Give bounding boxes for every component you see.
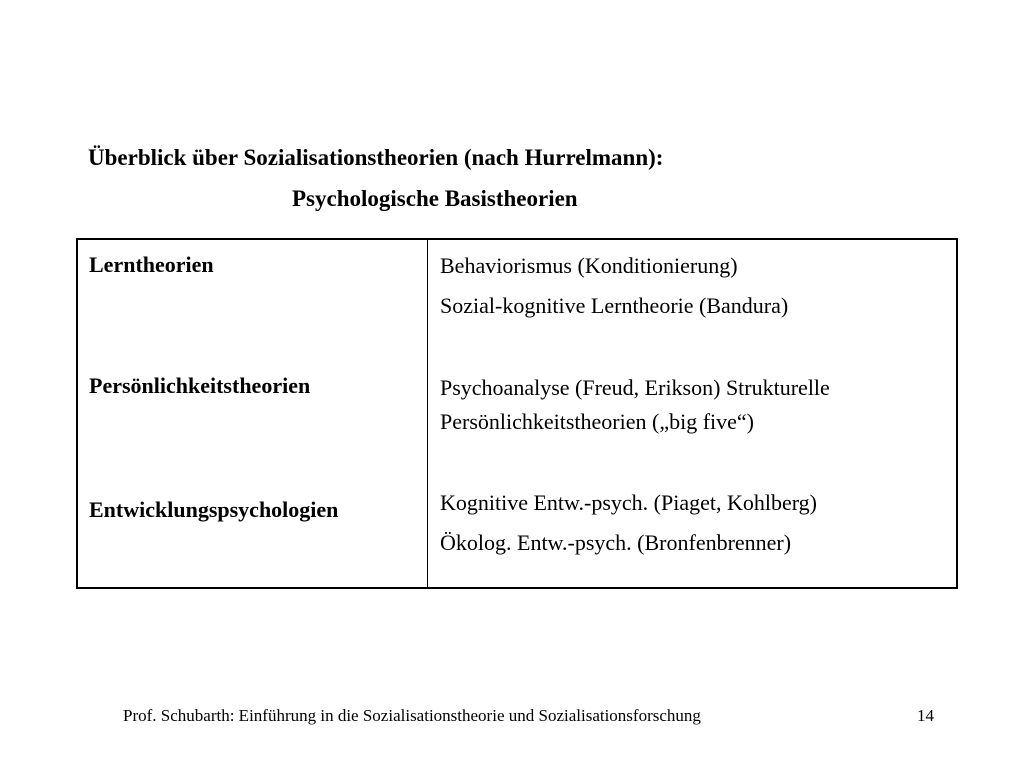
row-content-entwicklungspsychologien bbox=[440, 486, 817, 560]
content-line: Persönlichkeitstheorien („big five“) bbox=[440, 409, 755, 434]
slide-title: Überblick über Sozialisationstheorien (nach Hurrelmann): bbox=[88, 145, 664, 170]
page-number: 14 bbox=[917, 706, 934, 725]
content-line: Ökolog. Entw.-psych. (Bronfenbrenner) bbox=[440, 530, 792, 555]
row-label-lerntheorien: Lerntheorien bbox=[89, 252, 214, 277]
theories-table bbox=[76, 238, 958, 589]
row-content-persoenlichkeitstheorien bbox=[440, 371, 830, 439]
column-divider bbox=[427, 240, 428, 587]
content-line: Behaviorismus (Konditionierung) bbox=[440, 253, 738, 278]
slide-subtitle: Psychologische Basistheorien bbox=[292, 186, 578, 211]
row-label-entwicklungspsychologien: Entwicklungspsychologien bbox=[89, 497, 339, 522]
row-label-persoenlichkeitstheorien: Persönlichkeitstheorien bbox=[89, 373, 311, 398]
content-line: Psychoanalyse (Freud, Erikson) Strukturelle bbox=[440, 375, 830, 400]
row-content-lerntheorien bbox=[440, 249, 788, 323]
content-line: Sozial-kognitive Lerntheorie (Bandura) bbox=[440, 293, 789, 318]
content-line: Kognitive Entw.-psych. (Piaget, Kohlberg) bbox=[440, 490, 817, 515]
footer-text: Prof. Schubarth: Einführung in die Sozialisationstheorie und Sozialisationsforschung bbox=[123, 706, 701, 725]
